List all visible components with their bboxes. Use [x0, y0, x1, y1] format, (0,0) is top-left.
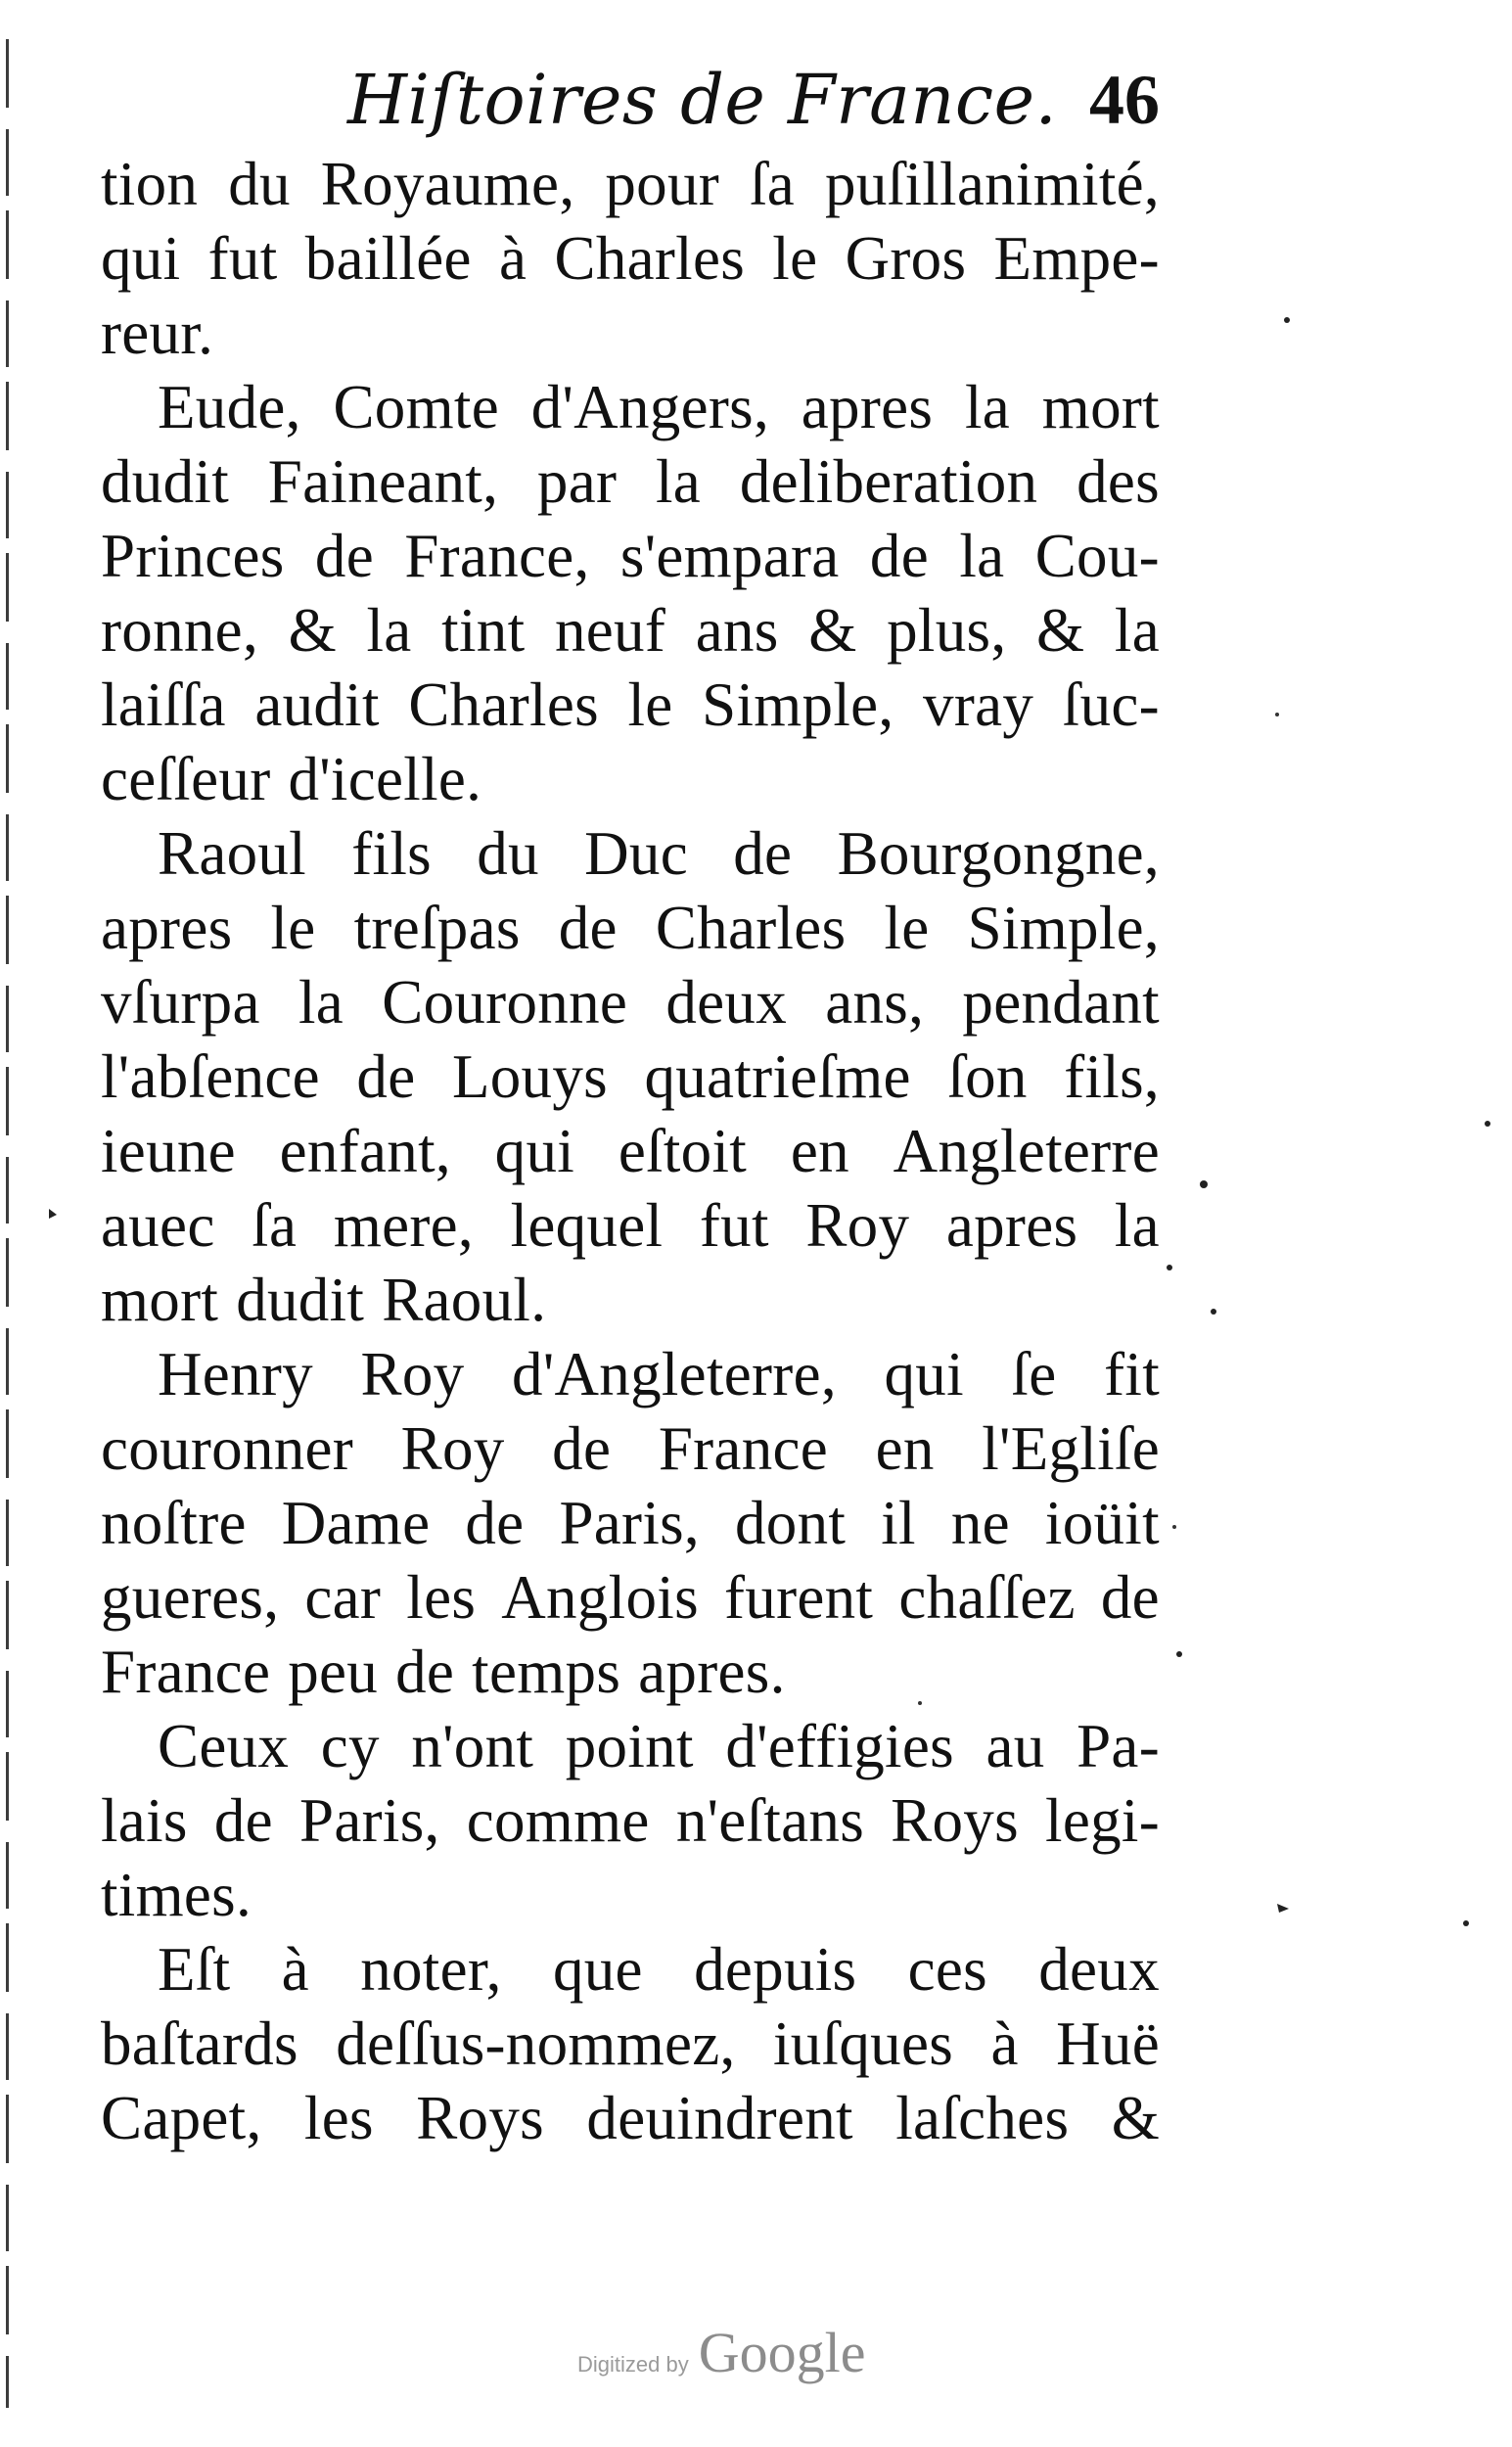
word: ces	[907, 1935, 987, 2004]
word: le	[270, 894, 316, 962]
word: apres	[945, 1191, 1078, 1260]
word: ans	[695, 596, 779, 665]
word: plus,	[887, 596, 1007, 665]
text-line	[101, 370, 1160, 444]
word: deliberation	[739, 447, 1038, 516]
word: Raoul.	[382, 1266, 547, 1334]
word: fils	[351, 819, 432, 888]
word: vſurpa	[101, 968, 260, 1037]
word: du	[228, 150, 291, 218]
word: treſpas	[353, 894, 521, 962]
text-line	[101, 1932, 1160, 2007]
word: reur.	[101, 299, 214, 367]
word: France,	[404, 522, 590, 590]
word: auec	[101, 1191, 215, 1260]
word: qui	[101, 224, 181, 293]
word: ceſſeur	[101, 745, 271, 813]
word: cy	[320, 1712, 380, 1780]
word: noſtre	[101, 1489, 247, 1557]
word: Gros	[845, 224, 967, 293]
word: la	[366, 596, 412, 665]
word: Roy	[360, 1340, 465, 1408]
text-line	[101, 742, 1160, 816]
word: de	[1100, 1563, 1160, 1632]
word: &	[808, 596, 857, 665]
word: deuindrent	[586, 2084, 853, 2152]
word: deſſus-nommez,	[336, 2009, 736, 2078]
text-line	[101, 2007, 1160, 2081]
word: qui	[494, 1117, 575, 1185]
page-number: 46	[1089, 61, 1160, 139]
word: laſches	[895, 2084, 1070, 2152]
word: en	[790, 1117, 849, 1185]
word: Charles	[554, 224, 746, 293]
word: à	[499, 224, 527, 293]
word: mort	[1041, 373, 1160, 441]
running-title: Hiſtoires de France.	[347, 60, 1058, 140]
word: quatrieſme	[644, 1042, 911, 1111]
text-line	[101, 444, 1160, 519]
word: puſillanimité,	[825, 150, 1160, 218]
word: &	[1111, 2084, 1160, 2152]
word: Eude,	[158, 373, 301, 441]
word: la	[298, 968, 344, 1037]
text-line	[101, 1114, 1160, 1188]
word: fut	[699, 1191, 769, 1260]
word: peu	[288, 1638, 379, 1706]
word: ieune	[101, 1117, 236, 1185]
text-line	[101, 891, 1160, 965]
word: Paris,	[559, 1489, 700, 1557]
word: Roys	[891, 1786, 1019, 1855]
word: le	[884, 894, 930, 962]
word: de	[552, 1414, 612, 1483]
word: du	[477, 819, 539, 888]
word: Bourgongne,	[837, 819, 1160, 888]
word: l'Egliſe	[982, 1414, 1160, 1483]
word: mort	[101, 1266, 219, 1334]
word: Paris,	[299, 1786, 440, 1855]
word: ſuc-	[1062, 670, 1160, 739]
text-line	[101, 519, 1160, 593]
word: Roy	[805, 1191, 910, 1260]
word: Huë	[1056, 2009, 1160, 2078]
word: Simple,	[967, 894, 1160, 962]
word: les	[303, 2084, 374, 2152]
word: dont	[735, 1489, 847, 1557]
word: enfant,	[279, 1117, 451, 1185]
text-line	[101, 816, 1160, 891]
word: ſa	[750, 150, 796, 218]
word: Angleterre	[893, 1117, 1160, 1185]
word: ne	[950, 1489, 1010, 1557]
word: à	[990, 2009, 1019, 2078]
word: de	[356, 1042, 416, 1111]
word: ronne,	[101, 596, 258, 665]
word: ſon	[947, 1042, 1028, 1111]
text-line	[101, 593, 1160, 668]
word: car	[304, 1563, 382, 1632]
word: le	[772, 224, 818, 293]
text-line	[101, 1263, 1160, 1337]
word: ioüit	[1044, 1489, 1160, 1557]
word: furent	[723, 1563, 874, 1632]
footer-prefix: Digitized by	[577, 2352, 689, 2377]
word: point	[565, 1712, 694, 1780]
word: neuf	[554, 596, 666, 665]
word: Cou-	[1034, 522, 1160, 590]
word: tion	[101, 150, 199, 218]
word: baillée	[304, 224, 472, 293]
word: &	[1036, 596, 1085, 665]
text-line	[101, 1486, 1160, 1560]
word: de	[465, 1489, 525, 1557]
word: comme	[466, 1786, 650, 1855]
word: Roys	[416, 2084, 544, 2152]
word: tint	[441, 596, 526, 665]
body-text	[101, 147, 1160, 2155]
text-line	[101, 1858, 1160, 1932]
word: vray	[923, 670, 1034, 739]
word: lais	[101, 1786, 188, 1855]
word: dudit	[236, 1266, 365, 1334]
running-head	[347, 51, 1160, 159]
word: s'empara	[619, 522, 840, 590]
word: dudit	[101, 447, 230, 516]
word: il	[881, 1489, 916, 1557]
word: au	[985, 1712, 1045, 1780]
word: Roy	[400, 1414, 505, 1483]
text-line	[101, 1188, 1160, 1263]
word: eſtoit	[618, 1117, 748, 1185]
word: de	[558, 894, 618, 962]
word: la	[964, 373, 1011, 441]
word: l'abſence	[101, 1042, 320, 1111]
word: Raoul	[158, 819, 306, 888]
word: Ceux	[158, 1712, 290, 1780]
word: n'ont	[411, 1712, 534, 1780]
text-line	[101, 296, 1160, 370]
word: à	[281, 1935, 309, 2004]
word: de	[314, 522, 374, 590]
word: audit	[254, 670, 380, 739]
text-line	[101, 147, 1160, 221]
word: Comte	[333, 373, 499, 441]
text-line	[101, 965, 1160, 1039]
word: la	[1114, 596, 1160, 665]
text-line	[101, 221, 1160, 296]
word: fils,	[1064, 1042, 1160, 1111]
word: d'icelle.	[288, 745, 482, 813]
word: d'effigies	[725, 1712, 954, 1780]
text-line	[101, 2081, 1160, 2155]
word: fit	[1104, 1340, 1160, 1408]
word: Simple,	[702, 670, 894, 739]
word: times.	[101, 1861, 252, 1929]
word: couronner	[101, 1414, 354, 1483]
word: Charles	[655, 894, 847, 962]
word: le	[627, 670, 673, 739]
word: Louys	[451, 1042, 608, 1111]
word: Princes	[101, 522, 285, 590]
footer-brand: Google	[698, 2321, 866, 2384]
digitization-footer	[577, 2320, 969, 2408]
word: &	[288, 596, 337, 665]
word: gueres,	[101, 1563, 280, 1632]
text-line	[101, 1783, 1160, 1858]
word: depuis	[694, 1935, 857, 2004]
word: la	[1114, 1191, 1160, 1260]
word: Anglois	[501, 1563, 699, 1632]
word: deux	[1038, 1935, 1160, 2004]
word: chaſſez	[898, 1563, 1076, 1632]
word: qui	[884, 1340, 964, 1408]
word: deux	[665, 968, 788, 1037]
word: la	[656, 447, 702, 516]
word: que	[552, 1935, 643, 2004]
word: Charles	[408, 670, 599, 739]
word: ſe	[1011, 1340, 1057, 1408]
word: de	[395, 1638, 455, 1706]
word: par	[536, 447, 618, 516]
word: iuſques	[772, 2009, 954, 2078]
word: d'Angers,	[530, 373, 769, 441]
word: de	[733, 819, 793, 888]
word: Royaume,	[320, 150, 575, 218]
word: Dame	[281, 1489, 431, 1557]
word: Empe-	[993, 224, 1160, 293]
word: n'eſtans	[675, 1786, 865, 1855]
word: baſtards	[101, 2009, 298, 2078]
word: France	[658, 1414, 829, 1483]
word: pendant	[962, 968, 1160, 1037]
word: Capet,	[101, 2084, 262, 2152]
word: mere,	[333, 1191, 474, 1260]
text-line	[101, 1337, 1160, 1411]
word: apres.	[638, 1638, 786, 1706]
text-line	[101, 1411, 1160, 1486]
text-line	[101, 1560, 1160, 1635]
word: Henry	[158, 1340, 313, 1408]
text-line	[101, 1635, 1160, 1709]
word: la	[959, 522, 1005, 590]
text-line	[101, 668, 1160, 742]
word: apres	[801, 373, 934, 441]
word: pour	[605, 150, 720, 218]
text-line	[101, 1709, 1160, 1783]
text-line	[101, 1039, 1160, 1114]
word: d'Angleterre,	[512, 1340, 837, 1408]
word: laiſſa	[101, 670, 226, 739]
word: Couronne	[382, 968, 628, 1037]
word: legi-	[1045, 1786, 1160, 1855]
word: fut	[207, 224, 278, 293]
word: France	[101, 1638, 271, 1706]
word: de	[869, 522, 929, 590]
word: en	[875, 1414, 935, 1483]
word: Faineant,	[267, 447, 499, 516]
word: ans,	[825, 968, 925, 1037]
word: des	[1077, 447, 1160, 516]
word: les	[406, 1563, 477, 1632]
word: Eſt	[158, 1935, 231, 2004]
word: noter,	[360, 1935, 502, 2004]
word: ſa	[252, 1191, 298, 1260]
word: temps	[472, 1638, 621, 1706]
word: Pa-	[1077, 1712, 1160, 1780]
word: lequel	[510, 1191, 664, 1260]
word: Duc	[584, 819, 688, 888]
word: apres	[101, 894, 233, 962]
word: de	[213, 1786, 273, 1855]
